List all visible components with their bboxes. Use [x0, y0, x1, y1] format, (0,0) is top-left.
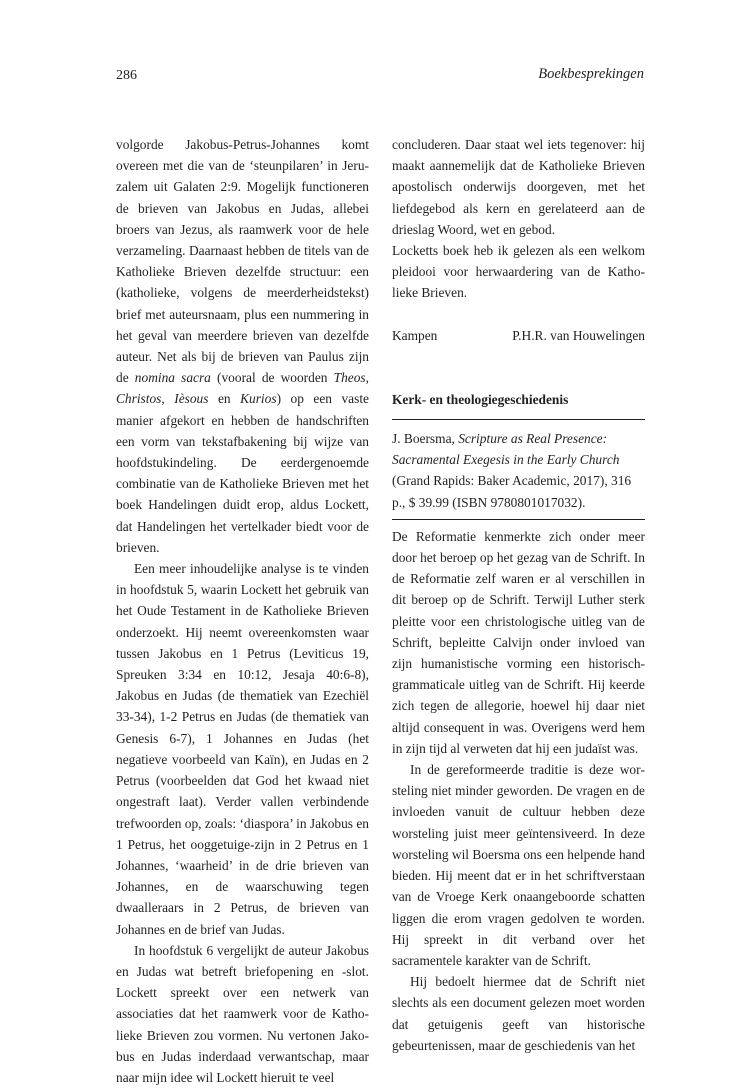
- body-paragraph: concluderen. Daar staat wel iets tegenover: hij maakt aannemelijk dat de Katholieke Brieven apostolisch onderwijs doorgeven, met het liefdegebod als kern en gerelateerd aan de drieslag Woord, wet en gebod.: [392, 137, 645, 237]
- spacer: [392, 304, 645, 325]
- text-run: ) op een vaste manier afgekort en hebben de handschriften een vorm van tekstafbakening bij wijze van hoofdstukindeling. De eerdergenoemde combinatie van de Katholieke Brieven met het boek Handelingen duidt erop, aldus Lockett, dat Handelingen het vertelkader biedt voor de brieven.: [116, 391, 369, 555]
- body-paragraph: Locketts boek heb ik gelezen als een welkom pleidooi voor herwaardering van de Katholieke Brieven.: [392, 243, 645, 301]
- body-paragraph: In de gereformeerde traditie is deze worsteling niet minder geworden. De vragen en de invloeden vanuit de cultuur hebben deze worsteling juist meer geïntensiveerd. In deze worsteling wil Boersma ons een helpende hand bieden. Hij meent dat er in het schriftverstaan van de Vroege Kerk onaangeboorde schatten liggen die erom vragen gedolven te worden. Hij spreekt in dit verband over het sacramentele karakter van de Schrift.: [392, 762, 645, 968]
- body-paragraph: Hij bedoelt hiermee dat de Schrift niet slechts als een document gelezen moet worden dat getuigenis geeft van historische gebeurtenissen, maar de geschiedenis van het: [392, 974, 645, 1053]
- book-details: (Grand Rapids: Baker Academic, 2017), 316 p., $ 39.99 (ISBN 9780801017032).: [392, 473, 632, 510]
- italic-term: Ièsous: [174, 391, 209, 407]
- book-title: Scripture as Real Presence: Sacramental Exegesis in the Early Church: [392, 431, 620, 468]
- signature-name: P.H.R. van Houwelingen: [512, 327, 645, 343]
- italic-term: Kurios: [240, 391, 277, 407]
- spacer: [392, 346, 645, 368]
- body-paragraph: In hoofdstuk 6 vergelijkt de auteur Jakobus en Judas wat betreft briefopening en -slot. Lockett spreekt over een netwerk van associaties dat het raamwerk voor de Katholieke Brieven zou vormen. Nu vertonen Jakobus en Judas inderdaad verwantschap, maar naar mijn idee wil Lockett hieruit te veel: [116, 942, 369, 1085]
- page-number: 286: [116, 68, 137, 83]
- italic-term: Theos: [333, 370, 366, 386]
- italic-term: Christos: [116, 391, 162, 407]
- right-column: [392, 134, 645, 1056]
- signature-place: Kampen: [392, 327, 438, 343]
- text-run: (vooral de woorden: [210, 370, 334, 386]
- spacer: [392, 368, 645, 389]
- spacer: [392, 410, 645, 419]
- text-run: ,: [365, 370, 369, 386]
- review-signature: [392, 325, 645, 346]
- book-author: J. Boersma,: [392, 431, 459, 447]
- text-run: ,: [161, 391, 175, 407]
- italic-term: nomina sacra: [134, 370, 211, 386]
- body-paragraph: [116, 134, 369, 558]
- left-column: [116, 134, 369, 1088]
- running-title: Boekbesprekingen: [538, 66, 644, 82]
- book-reference: [392, 420, 645, 519]
- body-paragraph: De Reformatie kenmerkte zich onder meer door het beroep op het gezag van de Schrift. In de Reformatie zelf waren er al verschillen in dit beroep op de Schrift. Terwijl Luther sterk pleitte voor een christologische uitleg van de Schrift, bepleitte Calvijn onder invloed van zijn humanistische vorming een historisch-grammaticale uitleg van de Schrift. Hij keerde zich tegen de allegorie, hoewel hij daar niet altijd consequent in was. Overigens werd hem in zijn tijd al verweten dat hij een judaïst was.: [392, 528, 645, 756]
- text-run: volgorde Jakobus-Petrus-Johannes komt overeen met die van de ‘steunpilaren’ in Jeruzalem uit Galaten 2:9. Mogelijk functioneren de brieven van Jakobus en Judas, allebei broers van Jezus, als raamwerk voor de hele verzameling. Daarnaast hebben de titels van de Katholieke Brieven dezelfde structuur: een (katholieke, volgens de meerderheidstekst) brief met auteursnaam, plus een nummering in het geval van meerdere brieven van dezelfde auteur. Net als bij de brieven van Paulus zijn de: [116, 137, 369, 386]
- body-paragraph: Een meer inhoudelijke analyse is te vinden in hoofdstuk 5, waarin Lockett het gebruik van het Oude Testament in de Katholieke Brieven onderzoekt. Hij neemt overeenkomsten waar tussen Jakobus en 1 Petrus (Leviticus 19, Spreuken 3:34 en 10:12, Jesaja 40:6-8), Jakobus en Judas (de thematiek van Ezechiël 33-34), 1-2 Petrus en Judas (de thematiek van Genesis 6-7), 1 Johannes en Judas (het negatieve voorbeeld van Kaïn), en Judas en 2 Petrus (voorbeelden dat God het kwaad niet ongestraft laat). Verder vallen verbindende trefwoorden op, zoals: ‘diaspora’ in Jakobus en 1 Petrus, het ooggetuige-zijn in 2 Petrus en 1 Johannes, ‘waarheid’ in de drie brieven van Johannes, en de waarschuwing tegen dwaalleraars in 2 Petrus, de brieven van Johannes en de brief van Judas.: [116, 561, 369, 937]
- section-heading: Kerk- en theologiegeschiedenis: [392, 391, 569, 407]
- text-run: en: [208, 391, 241, 407]
